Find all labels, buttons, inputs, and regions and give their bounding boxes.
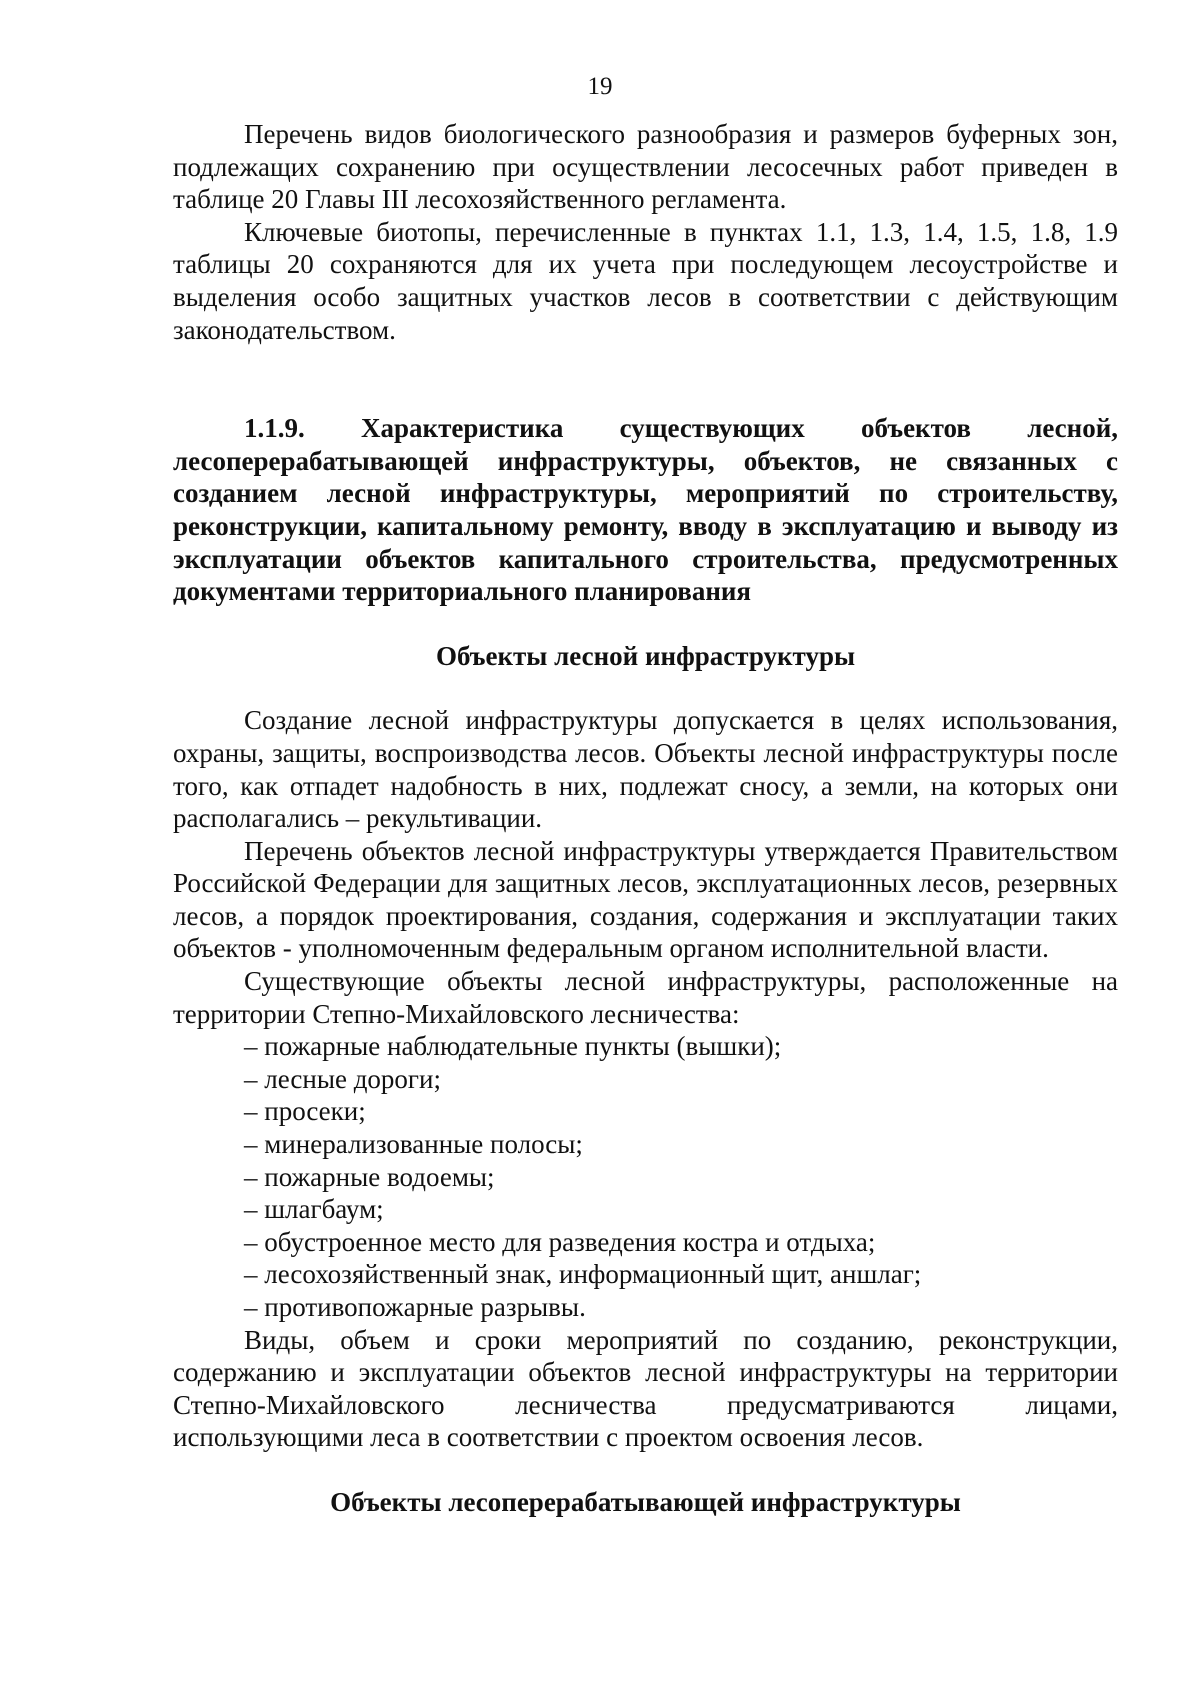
- list-item: – обустроенное место для разведения костра и отдыха;: [244, 1226, 876, 1257]
- paragraph: Создание лесной инфраструктуры допускается в целях использования, охраны, защиты, воспроизводства лесов. Объекты лесной инфраструктуры после того, как отпадет надобность в них, подлежат сносу, а земли, на которых они располагались – рекультивации.: [173, 705, 1118, 834]
- list-item: – лесохозяйственный знак, информационный щит, аншлаг;: [244, 1259, 922, 1290]
- subheading-forest-infrastructure: Объекты лесной инфраструктуры: [435, 640, 856, 671]
- page-number: 19: [587, 73, 613, 100]
- list-item: – пожарные водоемы;: [244, 1161, 495, 1192]
- paragraph: Перечень объектов лесной инфраструктуры утверждается Правительством Российской Федерации для защитных лесов, эксплуатационных лесов, резервных лесов, а порядок проектирования, создания, содержания и эксплуатации таких объектов - уполномоченным федеральным органом исполнительной власти.: [173, 835, 1118, 964]
- list-item: – противопожарные разрывы.: [244, 1292, 586, 1322]
- paragraph: Ключевые биотопы, перечисленные в пунктах 1.1, 1.3, 1.4, 1.5, 1.8, 1.9 таблицы 20 сохраняются для их учета при последующем лесоустройстве и выделения особо защитных участков лесов в соответствии с действующим законодательством.: [173, 216, 1118, 345]
- paragraph: Виды, объем и сроки мероприятий по созданию, реконструкции, содержанию и эксплуатации объектов лесной инфраструктуры на территории Степно-Михайловского лесничества предусматриваются лицами, использующими леса в соответствии с проектом освоения лесов.: [173, 1324, 1118, 1453]
- section-heading: 1.1.9. Характеристика существующих объектов лесной, лесоперерабатывающей инфраструктуры, объектов, не связанных с созданием лесной инфраструктуры, мероприятий по строительству, реконструкции, капитальному ремонту, вводу в эксплуатацию и выводу из эксплуатации объектов капитального строительства, предусмотренных документами территориального планирования: [173, 413, 1118, 607]
- list-item: – просеки;: [244, 1096, 366, 1127]
- infrastructure-list: [173, 1030, 1118, 1323]
- list-item: – шлагбаум;: [244, 1194, 384, 1225]
- list-item: – минерализованные полосы;: [244, 1129, 583, 1160]
- paragraph: Перечень видов биологического разнообразия и размеров буферных зон, подлежащих сохранению при осуществлении лесосечных работ приведен в таблице 20 Главы III лесохозяйственного регламента.: [173, 119, 1118, 215]
- page-content: [173, 118, 1118, 1519]
- subheading-processing-infrastructure: Объекты лесоперерабатывающей инфраструктуры: [330, 1486, 961, 1517]
- list-item: – лесные дороги;: [244, 1063, 441, 1094]
- list-item: – пожарные наблюдательные пункты (вышки);: [244, 1031, 782, 1062]
- paragraph: Существующие объекты лесной инфраструктуры, расположенные на территории Степно-Михайловского лесничества:: [173, 966, 1118, 1029]
